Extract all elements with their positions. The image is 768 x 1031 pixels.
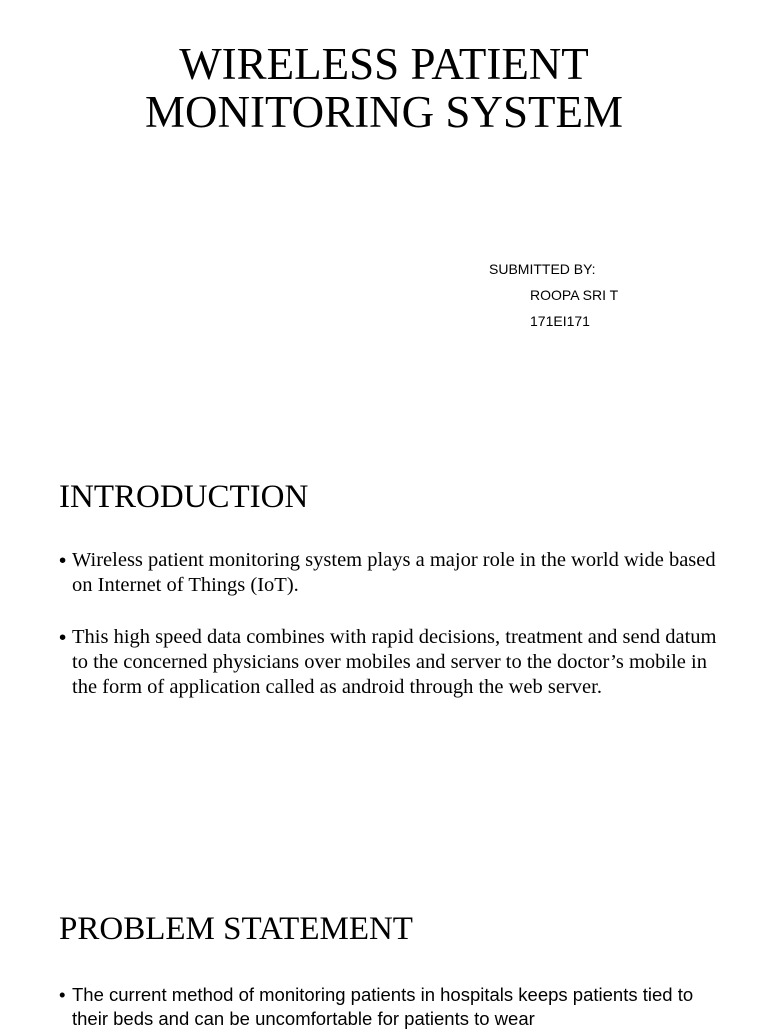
title-line-2: MONITORING SYSTEM [145, 87, 623, 137]
document-title [0, 40, 768, 136]
bullet-text: Wireless patient monitoring system plays a major role in the world wide based on Internet of Things (IoT). [72, 549, 716, 596]
author-id: 171EI171 [530, 313, 590, 329]
bullet-text: The current method of monitoring patients in hospitals keeps patients tied to their beds and can be uncomfortable for patients to wear [72, 984, 694, 1029]
submitted-by-block [489, 256, 618, 334]
introduction-list [59, 548, 719, 700]
bullet-icon: • [59, 549, 67, 572]
introduction-heading: INTRODUCTION [59, 479, 309, 515]
bullet-icon: • [59, 984, 66, 1005]
problem-statement-heading: PROBLEM STATEMENT [59, 911, 413, 947]
list-item [59, 625, 719, 700]
bullet-text: This high speed data combines with rapid decisions, treatment and send datum to the concerned physicians over mobiles and server to the doctor’s mobile in the form of application called as android through the web server. [72, 626, 717, 698]
author-name: ROOPA SRI T [530, 287, 619, 303]
list-item [59, 548, 719, 598]
title-line-1: WIRELESS PATIENT [179, 39, 589, 89]
submitted-by-label: SUBMITTED BY: [489, 261, 596, 277]
bullet-icon: • [59, 626, 67, 649]
